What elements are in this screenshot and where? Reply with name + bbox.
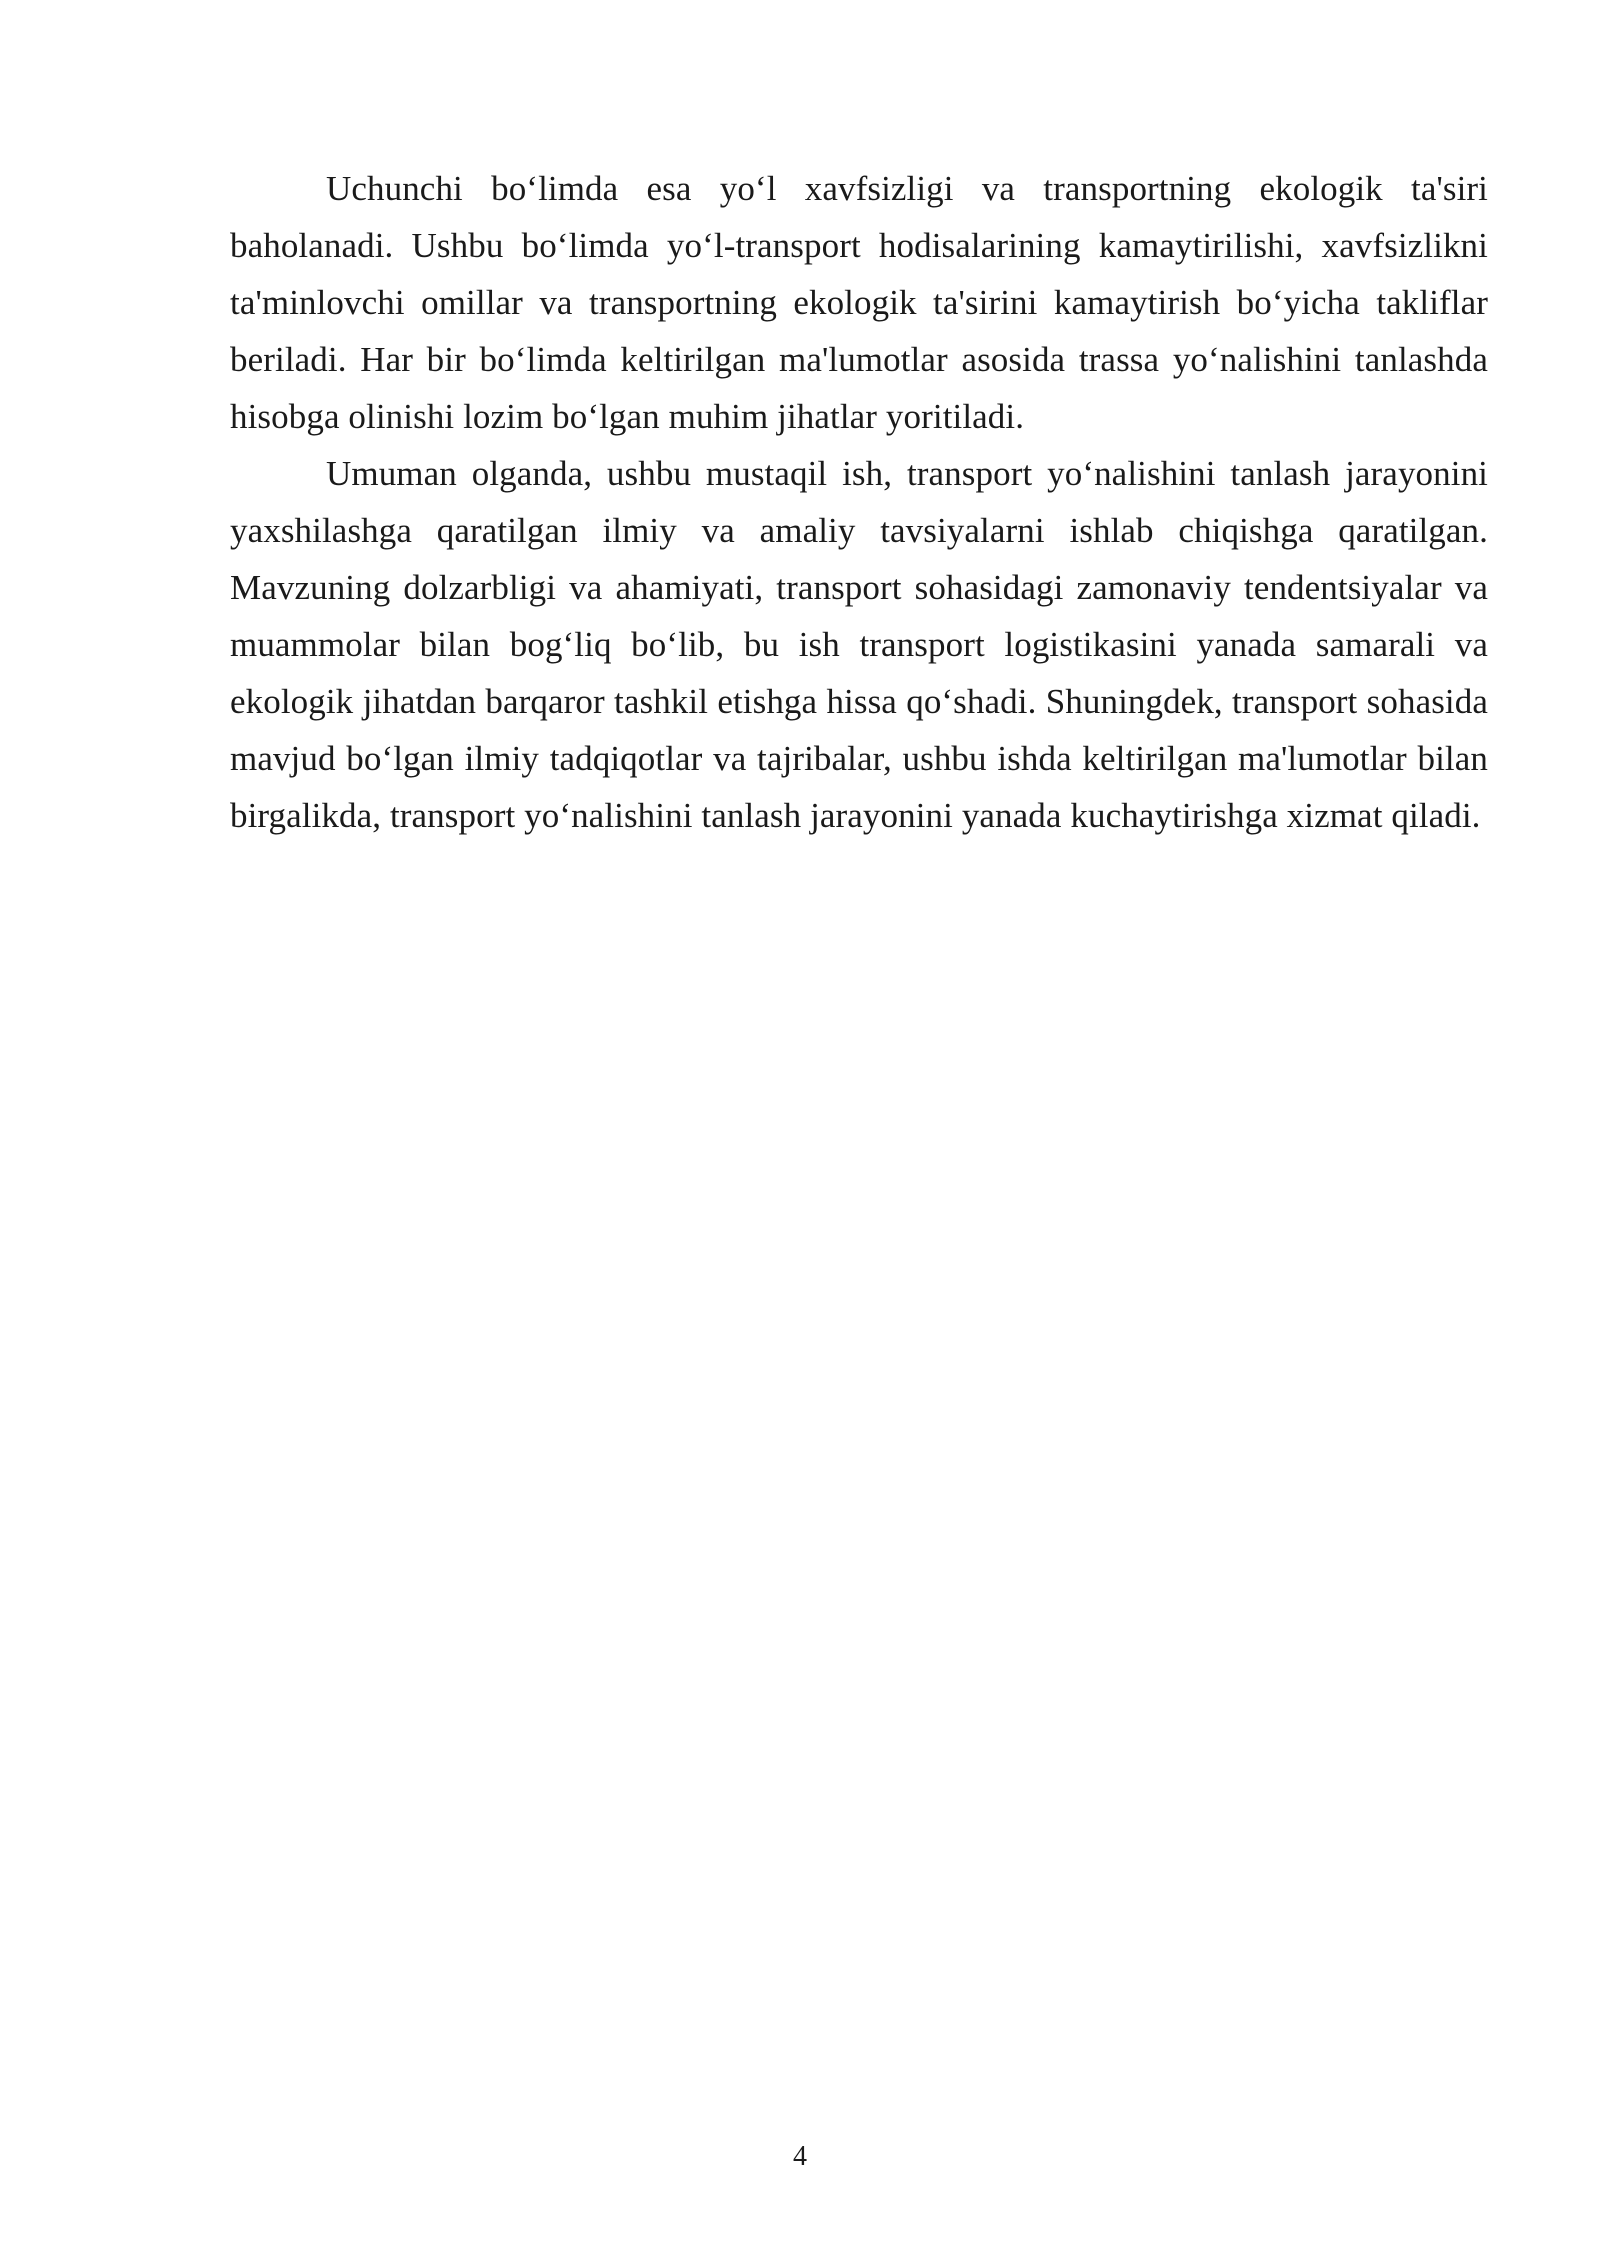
page-number: 4 <box>793 2141 807 2172</box>
body-text <box>230 160 1488 844</box>
paragraph-2: Umuman olganda, ushbu mustaqil ish, transport yo‘nalishini tanlash jarayonini yaxshilashga qaratilgan ilmiy va amaliy tavsiyalarni ishlab chiqishga qaratilgan. Mavzuning dolzarbligi va ahamiyati, transport sohasidagi zamonaviy tendentsiyalar va muammolar bilan bog‘liq bo‘lib, bu ish transport logistikasini yanada samarali va ekologik jihatdan barqaror tashkil etishga hissa qo‘shadi. Shuningdek, transport sohasida mavjud bo‘lgan ilmiy tadqiqotlar va tajribalar, ushbu ishda keltirilgan ma'lumotlar bilan birgalikda, transport yo‘nalishini tanlash jarayonini yanada kuchaytirishga xizmat qiladi. <box>230 454 1488 835</box>
paragraph-1: Uchunchi bo‘limda esa yo‘l xavfsizligi va transportning ekologik ta'siri baholanadi. Ushbu bo‘limda yo‘l-transport hodisalarining kamaytirilishi, xavfsizlikni ta'minlovchi omillar va transportning ekologik ta'sirini kamaytirish bo‘yicha takliflar beriladi. Har bir bo‘limda keltirilgan ma'lumotlar asosida trassa yo‘nalishini tanlashda hisobga olinishi lozim bo‘lgan muhim jihatlar yoritiladi. <box>230 169 1488 436</box>
